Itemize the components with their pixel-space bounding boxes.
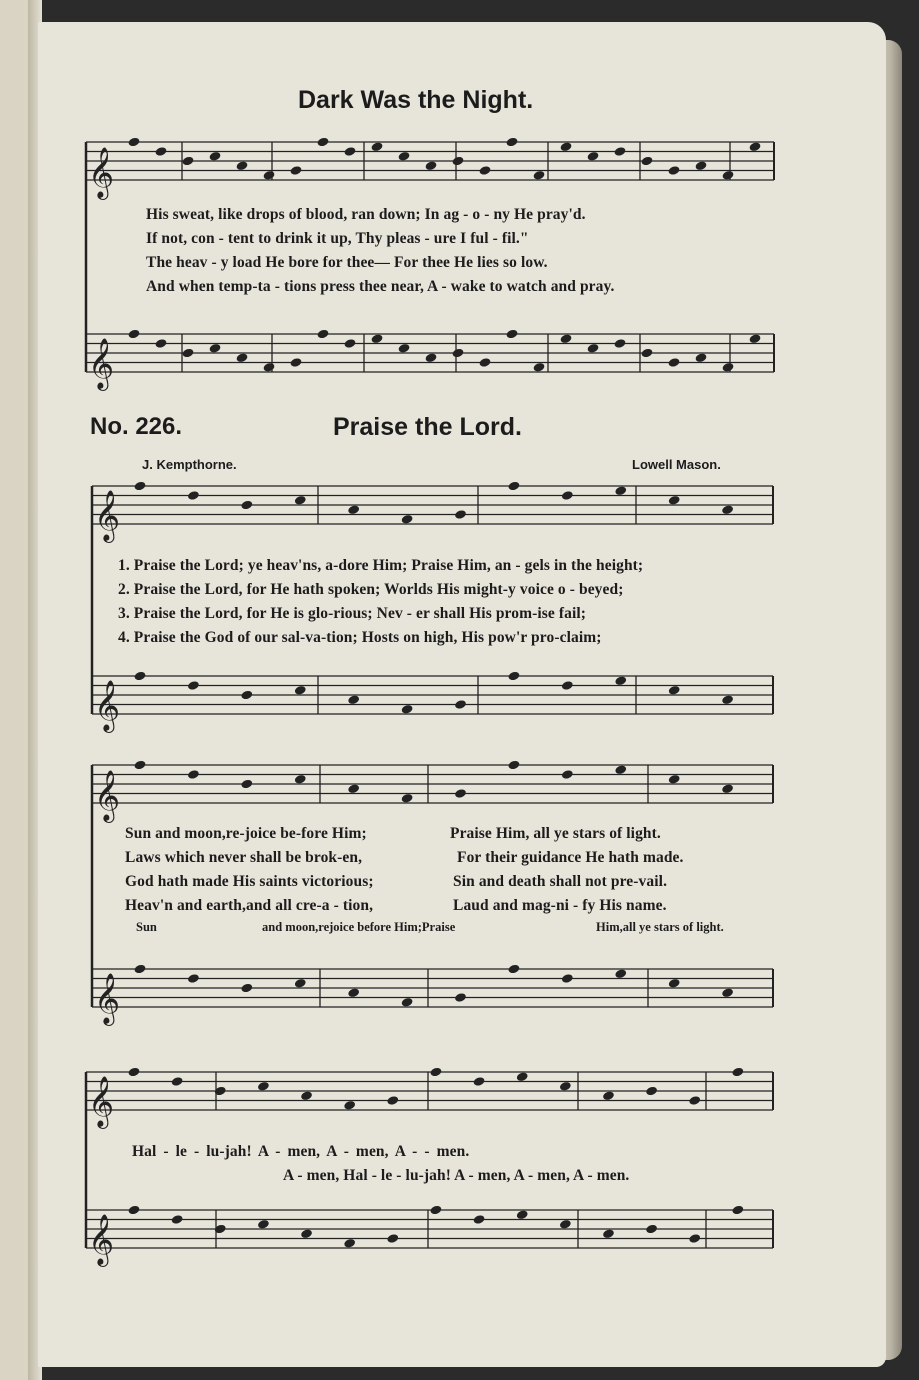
lyric-line-1: His sweat, like drops of blood, ran down; In ag - o - ny He pray'd. [146,206,586,223]
verse-4-line-a: 4. Praise the God of our sal-va-tion; Hosts on high, His pow'r pro-claim; [118,629,602,646]
treble-staff-2-notehead [454,509,467,520]
bass-staff-1-notehead [344,338,357,349]
bass-staff-2-notehead [134,671,147,682]
hymn-number: No. 226. [90,413,183,440]
bass-staff-1-notehead [290,357,303,368]
bass-staff-4-notehead [559,1219,572,1230]
verse-3-line-b-right: Sin and death shall not pre-vail. [453,873,668,890]
treble-staff-2-notehead [401,514,414,525]
bass-staff-1-notehead [236,352,249,363]
treble-clef-icon: 𝄞 [88,338,115,389]
bass-word-2: and moon,rejoice before Him;Praise [262,920,456,934]
treble-staff-1-notehead [506,137,519,148]
treble-staff-3-notehead [614,764,627,775]
treble-staff-4-notehead [300,1090,313,1101]
bass-word-1: Sun [136,920,157,934]
treble-clef-icon: 𝄞 [94,770,121,821]
bass-staff-2-notehead [614,675,627,686]
treble-staff-4-notehead [386,1095,399,1106]
treble-staff-1-notehead [668,165,681,176]
bass-staff-3-notehead [668,978,681,989]
bass-staff-3-notehead [240,983,253,994]
bass-word-3: Him,all ye stars of light. [596,920,724,934]
treble-staff-2-notehead [294,495,307,506]
treble-staff-1-notehead [587,151,600,162]
bass-staff-4-notehead [171,1214,184,1225]
bass-staff-1-notehead [182,348,195,359]
refrain-upper: Hal - le - lu-jah! A - men, A - men, A - - men. [132,1143,470,1160]
treble-staff-4-notehead [602,1090,615,1101]
treble-staff-4-notehead [688,1095,701,1106]
treble-staff-4-notehead [516,1071,529,1082]
treble-staff-2-notehead [668,495,681,506]
treble-staff-1-notehead [290,165,303,176]
bass-staff-3-notehead [561,973,574,984]
treble-staff-2-notehead [721,504,734,515]
treble-staff-2-notehead [134,481,147,492]
treble-staff-3-notehead [721,783,734,794]
bass-staff-2-notehead [240,690,253,701]
treble-clef-icon: 𝄞 [94,680,121,731]
lyricist-credit: J. Kempthorne. [142,457,237,472]
treble-staff-3-notehead [294,774,307,785]
bass-staff-4-notehead [300,1228,313,1239]
treble-staff-3-notehead [347,783,360,794]
verse-2-line-b-right: For their guidance He hath made. [457,849,684,866]
bass-staff-2-notehead [187,680,200,691]
treble-staff-2-notehead [507,481,520,492]
bass-staff-4-notehead [429,1205,442,1216]
treble-staff-1-notehead [722,170,735,181]
treble-clef-icon: 𝄞 [88,147,115,198]
treble-staff-3-notehead [454,788,467,799]
treble-staff-1-notehead [614,146,627,157]
treble-staff-1-notehead [236,160,249,171]
bass-staff-2-notehead [507,671,520,682]
treble-staff-1-notehead [398,151,411,162]
bass-staff-4-notehead [688,1233,701,1244]
verse-4-line-b-left: Heav'n and earth,and all cre-a - tion, [125,897,374,914]
treble-staff-1-notehead [155,146,168,157]
verse-4-line-b-right: Laud and mag-ni - fy His name. [453,897,667,914]
treble-staff-3-notehead [134,760,147,771]
treble-staff-4-notehead [645,1086,658,1097]
treble-staff-1-notehead [317,137,330,148]
treble-staff-2-notehead [347,504,360,515]
bass-staff-3-notehead [347,987,360,998]
treble-staff-1-notehead [452,156,465,167]
bass-staff-1-notehead [263,362,276,373]
bass-staff-3-notehead [134,964,147,975]
treble-staff-1-notehead [344,146,357,157]
verse-3-line-a: 3. Praise the Lord, for He is glo-rious; Nev - er shall His prom-ise fail; [118,605,587,622]
bass-staff-3-notehead [721,987,734,998]
bass-staff-2-notehead [347,694,360,705]
treble-staff-4-notehead [429,1067,442,1078]
bass-staff-4-notehead [343,1238,356,1249]
bass-staff-2-notehead [668,685,681,696]
treble-staff-2-notehead [561,490,574,501]
bass-staff-1-notehead [641,348,654,359]
treble-staff-1-notehead [479,165,492,176]
bass-staff-3-notehead [507,964,520,975]
bass-staff-4-notehead [257,1219,270,1230]
treble-staff-3-notehead [240,779,253,790]
verse-1-line-b-left: Sun and moon,re-joice be-fore Him; [125,825,367,842]
treble-staff-4-notehead [559,1081,572,1092]
bass-staff-1-notehead [479,357,492,368]
bass-staff-1-notehead [371,333,384,344]
treble-staff-2-notehead [614,485,627,496]
treble-staff-1-notehead [560,141,573,152]
verse-1-line-b-right: Praise Him, all ye stars of light. [450,825,661,842]
lyric-line-3: The heav - y load He bore for thee— For thee He lies so low. [146,254,548,271]
bass-staff-1-notehead [128,329,141,340]
treble-staff-1-notehead [263,170,276,181]
bass-staff-1-notehead [668,357,681,368]
bass-staff-1-notehead [587,343,600,354]
bass-staff-4-notehead [516,1209,529,1220]
bass-staff-2-notehead [721,694,734,705]
bass-staff-1-notehead [506,329,519,340]
hymn-title: Dark Was the Night. [298,86,534,114]
bass-staff-1-notehead [749,333,762,344]
treble-staff-1-notehead [749,141,762,152]
treble-staff-4-notehead [257,1081,270,1092]
treble-staff-1-notehead [695,160,708,171]
treble-staff-1-notehead [425,160,438,171]
composer-credit: Lowell Mason. [632,457,721,472]
bass-staff-1-notehead [398,343,411,354]
bass-staff-4-notehead [473,1214,486,1225]
treble-staff-4-notehead [128,1067,141,1078]
treble-clef-icon: 𝄞 [94,973,121,1024]
bass-staff-2-notehead [454,699,467,710]
treble-staff-4-notehead [343,1100,356,1111]
bass-staff-1-notehead [425,352,438,363]
bass-staff-1-notehead [452,348,465,359]
bass-staff-1-notehead [695,352,708,363]
bass-staff-3-notehead [454,992,467,1003]
bass-staff-2-notehead [561,680,574,691]
treble-staff-3-notehead [668,774,681,785]
bass-staff-4-notehead [386,1233,399,1244]
bass-staff-2-notehead [294,685,307,696]
treble-staff-2-notehead [187,490,200,501]
bass-staff-4-notehead [731,1205,744,1216]
treble-clef-icon: 𝄞 [88,1076,115,1127]
treble-staff-1-notehead [371,141,384,152]
treble-clef-icon: 𝄞 [88,1214,115,1265]
verse-1-line-a: 1. Praise the Lord; ye heav'ns, a-dore Him; Praise Him, an - gels in the height; [118,557,644,574]
bass-staff-1-notehead [209,343,222,354]
hymn-title-2: Praise the Lord. [333,413,522,441]
treble-clef-icon: 𝄞 [94,490,121,541]
treble-staff-3-notehead [187,769,200,780]
treble-staff-1-notehead [209,151,222,162]
bass-staff-4-notehead [128,1205,141,1216]
treble-staff-4-notehead [171,1076,184,1087]
lyric-line-2: If not, con - tent to drink it up, Thy pleas - ure I ful - fil." [146,230,529,247]
treble-staff-1-notehead [128,137,141,148]
treble-staff-3-notehead [561,769,574,780]
bass-staff-1-notehead [560,333,573,344]
verse-3-line-b-left: God hath made His saints victorious; [125,873,374,890]
bass-staff-1-notehead [614,338,627,349]
treble-staff-1-notehead [533,170,546,181]
treble-staff-1-notehead [182,156,195,167]
treble-staff-4-notehead [473,1076,486,1087]
bass-staff-2-notehead [401,704,414,715]
bass-staff-4-notehead [645,1224,658,1235]
treble-staff-1-notehead [641,156,654,167]
verse-2-line-b-left: Laws which never shall be brok-en, [125,849,363,866]
lyric-line-4: And when temp-ta - tions press thee near, A - wake to watch and pray. [146,278,615,295]
treble-staff-4-notehead [731,1067,744,1078]
treble-staff-2-notehead [240,500,253,511]
treble-staff-3-notehead [401,793,414,804]
bass-staff-1-notehead [155,338,168,349]
bass-staff-3-notehead [401,997,414,1008]
refrain-lower: A - men, Hal - le - lu-jah! A - men, A - men, A - men. [283,1167,630,1184]
verse-2-line-a: 2. Praise the Lord, for He hath spoken; Worlds His might-y voice o - beyed; [118,581,624,598]
bass-staff-3-notehead [614,968,627,979]
bass-staff-1-notehead [533,362,546,373]
bass-staff-1-notehead [722,362,735,373]
bass-staff-3-notehead [187,973,200,984]
bass-staff-4-notehead [602,1228,615,1239]
bass-staff-1-notehead [317,329,330,340]
treble-staff-3-notehead [507,760,520,771]
bass-staff-3-notehead [294,978,307,989]
